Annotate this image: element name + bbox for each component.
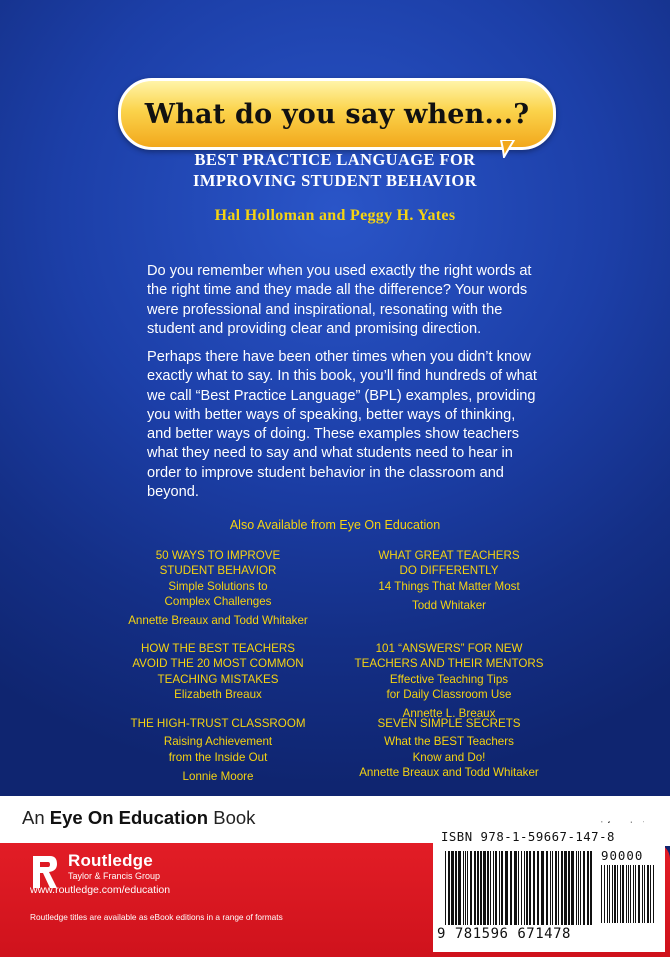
barcode-bar xyxy=(526,851,528,925)
barcode-bar xyxy=(480,851,482,925)
barcode-bar xyxy=(568,851,570,925)
book-title-line: DO DIFFERENTLY xyxy=(399,564,499,578)
barcode-bar xyxy=(445,851,446,925)
book-subtitle-line: What the BEST Teachers xyxy=(384,735,514,749)
barcode-bar xyxy=(653,865,654,923)
book-subtitle-line: Effective Teaching Tips xyxy=(389,672,509,686)
barcode-bar xyxy=(470,851,472,925)
isbn-text: ISBN 978-1-59667-147-8 xyxy=(441,830,615,844)
barcode-bar xyxy=(620,865,621,923)
barcode-bar xyxy=(521,851,522,925)
also-available-heading: Also Available from Eye On Education xyxy=(229,518,441,532)
barcode-box xyxy=(433,823,665,952)
book-title-line: 101 “ANSWERS” FOR NEW xyxy=(375,642,523,655)
book-title-line: TEACHERS AND THEIR MENTORS xyxy=(354,657,544,671)
book-title-line: WHAT GREAT TEACHERS xyxy=(378,549,520,562)
barcode-bar xyxy=(510,851,512,925)
barcode-bar xyxy=(647,865,649,923)
publisher-group: Taylor & Francis Group xyxy=(68,871,161,881)
barcode-bar xyxy=(561,851,563,925)
subtitle-line-1: BEST PRACTICE LANGUAGE FOR xyxy=(194,150,476,169)
barcode-bar xyxy=(529,851,531,925)
book-title-line: 50 WAYS TO IMPROVE xyxy=(155,549,281,562)
barcode-bar xyxy=(541,851,544,925)
barcode-bar xyxy=(463,851,464,925)
barcode-bar xyxy=(576,851,577,925)
book-title-line: STUDENT BEHAVIOR xyxy=(159,564,277,578)
book-author: Annette Breaux and Todd Whitaker xyxy=(359,765,539,779)
barcode-bar xyxy=(617,865,618,923)
barcode-bar xyxy=(546,851,548,925)
barcode-bar xyxy=(633,865,634,923)
book-title-line: SEVEN SIMPLE SECRETS xyxy=(377,717,521,730)
ebook-note: Routledge titles are available as eBook editions in a range of formats xyxy=(30,912,283,922)
book-title: What do you say when...? xyxy=(144,98,530,130)
barcode-bar xyxy=(583,851,585,925)
barcode-bar xyxy=(451,851,454,925)
barcode-bar xyxy=(477,851,479,925)
book-subtitle-line: Raising Achievement xyxy=(163,735,273,749)
barcode-bar xyxy=(630,865,631,923)
title-speech-bubble xyxy=(118,78,556,150)
book-title-line: THE HIGH-TRUST CLASSROOM xyxy=(130,717,306,730)
barcode-bar xyxy=(571,851,574,925)
barcode-bar xyxy=(564,851,567,925)
subtitle-line-2: IMPROVING STUDENT BEHAVIOR xyxy=(193,171,477,190)
book-subtitle-line: Know and Do! xyxy=(412,750,486,764)
ean-barcode xyxy=(445,851,595,925)
barcode-bar xyxy=(550,851,551,925)
barcode-bar xyxy=(628,865,629,923)
barcode-bar xyxy=(514,851,517,925)
barcode-bar xyxy=(474,851,476,925)
blurb-paragraph-2: Perhaps there have been other times when you didn’t know exactly what to say. In this book, you’ll find hundreds of what we call “Best Practice Language” (BPL) examples, providing you with better ways of speaking, better ways of thinking, and better ways of doing. These examples show teachers what they need to say and what students need to hear in order to improve student behavior in the classroom and beyond. xyxy=(147,349,537,501)
book-title-line: TEACHING MISTAKES xyxy=(157,672,279,686)
barcode-bar xyxy=(650,865,651,923)
barcode-bar xyxy=(487,851,489,925)
publisher-url[interactable]: www.routledge.com/education xyxy=(30,884,171,896)
barcode-bar xyxy=(638,865,640,923)
barcode-bar xyxy=(499,851,500,925)
barcode-bar xyxy=(644,865,645,923)
barcode-bar xyxy=(465,851,466,925)
barcode-bar xyxy=(495,851,497,925)
book-entry xyxy=(334,641,564,721)
barcode-bar xyxy=(642,865,643,923)
barcode-bar xyxy=(614,865,616,923)
series-name: Eye On Education xyxy=(49,807,209,828)
series-label xyxy=(22,807,255,829)
book-entry xyxy=(344,716,554,780)
book-subtitle-line: for Daily Classroom Use xyxy=(386,687,512,701)
book-title-line: HOW THE BEST TEACHERS xyxy=(141,642,295,655)
barcode-bar xyxy=(552,851,553,925)
barcode-bar xyxy=(607,865,608,923)
barcode-bar xyxy=(483,851,486,925)
barcode-bar xyxy=(635,865,636,923)
barcode-bar xyxy=(590,851,592,925)
series-prefix: An xyxy=(22,807,45,828)
barcode-bar xyxy=(537,851,539,925)
barcode-bar xyxy=(467,851,468,925)
barcode-bar xyxy=(601,865,602,923)
book-subtitle-line: Complex Challenges xyxy=(164,594,272,608)
barcode-bar xyxy=(622,865,624,923)
book-author: Annette L. Breaux xyxy=(402,707,496,721)
publisher-name: Routledge xyxy=(68,851,153,870)
barcode-bar xyxy=(505,851,508,925)
barcode-bar xyxy=(626,865,627,923)
barcode-bar xyxy=(555,851,557,925)
book-entry xyxy=(118,641,318,702)
price-code: 90000 xyxy=(601,848,644,863)
series-suffix: Book xyxy=(213,807,256,828)
authors: Hal Holloman and Peggy H. Yates xyxy=(214,207,456,224)
book-author: Annette Breaux and Todd Whitaker xyxy=(128,614,308,628)
book-entry xyxy=(344,548,554,613)
book-entry xyxy=(118,548,318,628)
barcode-bar xyxy=(578,851,579,925)
barcode-bar xyxy=(448,851,450,925)
barcode-bar xyxy=(455,851,457,925)
barcode-bar xyxy=(580,851,581,925)
book-author: Elizabeth Breaux xyxy=(174,687,262,701)
barcode-bar xyxy=(493,851,494,925)
barcode-bar xyxy=(533,851,535,925)
barcode-bar xyxy=(518,851,519,925)
barcode-bar xyxy=(458,851,461,925)
barcode-bar xyxy=(587,851,589,925)
barcode-bar xyxy=(558,851,559,925)
barcode-bar xyxy=(604,865,605,923)
ean-digits: 9 781596 671478 xyxy=(437,926,571,942)
book-author: Todd Whitaker xyxy=(411,598,487,612)
blurb-paragraph-1: Do you remember when you used exactly the right words at the right time and they made all the difference? Your words were professional and inspirational, resonating with the student and providing clear and promising direction. xyxy=(147,263,532,337)
book-author: Lonnie Moore xyxy=(182,769,254,783)
book-subtitle-line: Simple Solutions to xyxy=(168,579,268,593)
book-entry xyxy=(118,716,318,784)
barcode-bar xyxy=(609,865,610,923)
book-title-line: AVOID THE 20 MOST COMMON xyxy=(132,657,304,671)
barcode-bar xyxy=(501,851,503,925)
barcode-bar xyxy=(490,851,491,925)
book-subtitle-line: from the Inside Out xyxy=(168,750,268,764)
barcode-bar xyxy=(524,851,525,925)
addon-barcode xyxy=(601,865,657,923)
barcode-bar xyxy=(612,865,613,923)
book-subtitle-line: 14 Things That Matter Most xyxy=(378,579,520,593)
